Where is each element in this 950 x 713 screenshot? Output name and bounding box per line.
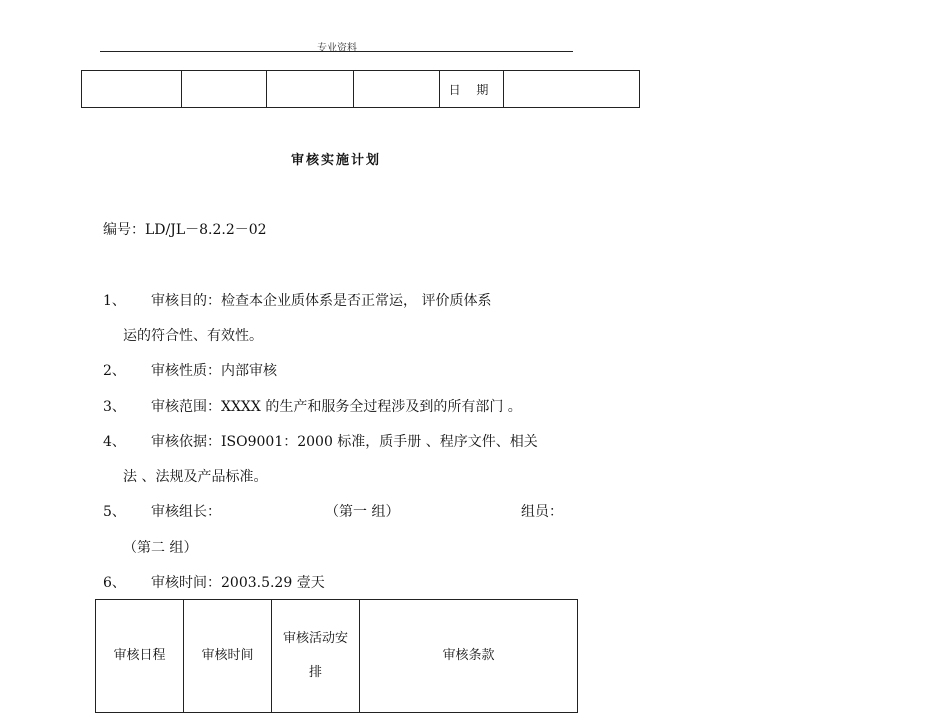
item-number: 3、 — [103, 399, 126, 415]
signature-table — [81, 70, 640, 108]
item-text: 审核目的：检查本企业质体系是否正常运， 评价质体系 — [151, 293, 492, 309]
item-text: 审核组长： — [151, 504, 221, 520]
item-continuation: 法 、法规及产品标准。 — [123, 469, 268, 485]
item-number: 5、 — [103, 504, 126, 520]
item-text: 审核时间：2003.5.29 壹天 — [151, 575, 325, 591]
date-label: 日 期 — [440, 71, 504, 108]
schedule-header-clause: 审核条款 — [360, 600, 578, 713]
item-group-second: （第二 组） — [123, 540, 198, 556]
item-text: 审核依据：ISO9001：2000 标准，质手册 、程序文件、相关 — [151, 434, 538, 450]
item-members-label: 组员： — [521, 504, 563, 520]
header-rule — [100, 51, 573, 52]
signature-cell — [267, 71, 354, 108]
schedule-header-time: 审核时间 — [184, 600, 272, 713]
item-number: 1、 — [103, 293, 126, 309]
item-number: 4、 — [103, 434, 126, 450]
signature-cell — [354, 71, 440, 108]
date-value — [504, 71, 640, 108]
signature-cell — [182, 71, 267, 108]
item-text: 审核性质：内部审核 — [151, 363, 277, 379]
signature-cell — [82, 71, 182, 108]
item-text: 审核范围：XXXX 的生产和服务全过程涉及到的所有部门 。 — [151, 399, 522, 415]
schedule-table — [95, 599, 578, 713]
document-code: 编号：LD/JL－8.2.2－02 — [103, 222, 267, 238]
item-group-first: （第一 组） — [325, 504, 400, 520]
item-continuation: 运的符合性、有效性。 — [123, 328, 263, 344]
schedule-header-date: 审核日程 — [96, 600, 184, 713]
document-title: 审核实施计划 — [291, 153, 382, 168]
schedule-header-activity: 审核活动安排 — [272, 600, 360, 713]
item-number: 2、 — [103, 363, 126, 379]
item-number: 6、 — [103, 575, 126, 591]
page-header-text: 专业资料 — [317, 43, 357, 54]
